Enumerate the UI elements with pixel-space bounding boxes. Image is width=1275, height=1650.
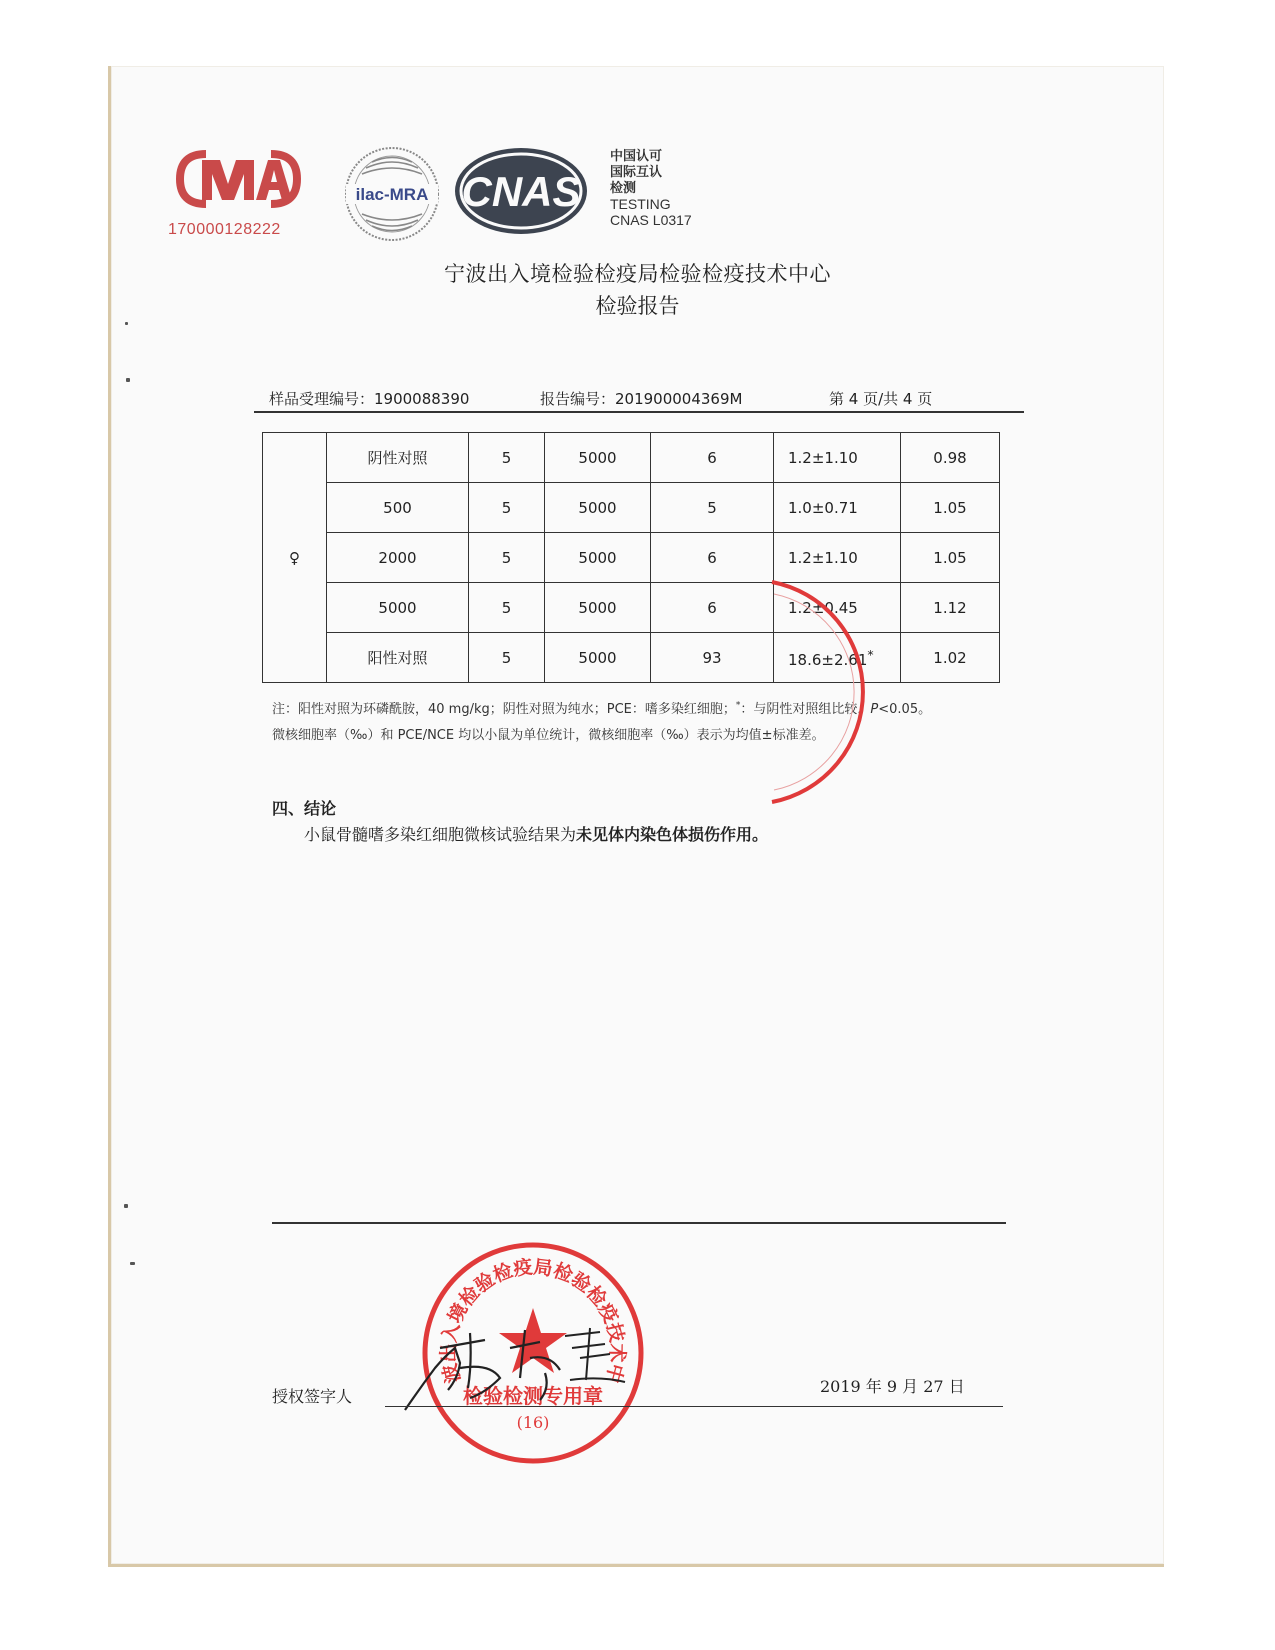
cell-count-cell: 5000	[545, 583, 651, 633]
pce-nce-ratio-cell: 1.02	[901, 633, 1000, 683]
note-p: P	[870, 702, 879, 717]
cnas-line: CNAS L0317	[610, 212, 692, 228]
sex-cell: ♀	[263, 433, 327, 683]
cma-logo	[176, 148, 301, 210]
micronucleus-count-cell: 6	[651, 533, 774, 583]
speck	[126, 378, 130, 382]
pce-nce-ratio-cell: 1.05	[901, 483, 1000, 533]
micronucleus-rate-cell: 1.2±1.10	[774, 533, 901, 583]
speck	[130, 1262, 135, 1265]
section-heading-conclusion: 四、结论	[272, 799, 337, 818]
conclusion-text-part: 小鼠骨髓嗜多染红细胞微核试验结果为	[304, 825, 577, 844]
table-row	[263, 433, 1000, 483]
cell-count-cell: 5000	[545, 533, 651, 583]
signature-rule	[385, 1406, 1003, 1407]
dose-group-cell: 阴性对照	[327, 433, 469, 483]
page-indicator: 第 4 页/共 4 页	[829, 390, 933, 408]
table-note-line-1	[272, 698, 1032, 717]
micronucleus-rate-cell: 1.0±0.71	[774, 483, 901, 533]
micronucleus-count-cell: 6	[651, 583, 774, 633]
partial-seal	[770, 574, 890, 810]
pce-nce-ratio-cell: 1.05	[901, 533, 1000, 583]
table-row	[263, 483, 1000, 533]
animal-count-cell: 5	[469, 533, 545, 583]
animal-count-cell: 5	[469, 583, 545, 633]
dose-group-cell: 5000	[327, 583, 469, 633]
report-date: 2019 年 9 月 27 日	[820, 1377, 965, 1396]
dose-group-cell: 2000	[327, 533, 469, 583]
animal-count-cell: 5	[469, 633, 545, 683]
seal-number: (16)	[516, 1413, 550, 1432]
speck	[124, 1204, 128, 1208]
cnas-logo	[453, 146, 593, 236]
seal-inner-text: 检验检测专用章	[463, 1384, 603, 1408]
handwritten-signature	[400, 1318, 630, 1418]
animal-count-cell: 5	[469, 433, 545, 483]
micronucleus-rate-cell: 1.2±1.10	[774, 433, 901, 483]
svg-text:ilac-MRA: ilac-MRA	[355, 185, 429, 204]
note-text: 注：阳性对照为环磷酰胺，40 mg/kg；阴性对照为纯水；PCE：嗜多染红细胞；	[272, 702, 736, 717]
cnas-line: 中国认可	[610, 148, 663, 163]
note-star: *	[735, 700, 741, 711]
cnas-line: TESTING	[610, 196, 671, 212]
micronucleus-count-cell: 93	[651, 633, 774, 683]
rate-value: 18.6±2.61	[788, 650, 868, 669]
animal-count-cell: 5	[469, 483, 545, 533]
pce-nce-ratio-cell: 1.12	[901, 583, 1000, 633]
cell-count-cell: 5000	[545, 433, 651, 483]
dose-group-cell: 500	[327, 483, 469, 533]
footer-rule	[272, 1222, 1006, 1224]
seal-outer-text: 波出入境检验检疫局检验检疫技术中	[437, 1256, 629, 1386]
cma-number: 170000128222	[168, 221, 281, 238]
note-text: <0.05。	[878, 702, 932, 717]
svg-text:CNAS: CNAS	[461, 168, 581, 215]
dose-group-cell: 阳性对照	[327, 633, 469, 683]
cnas-accreditation-text	[610, 148, 692, 228]
sample-number: 样品受理编号：1900088390	[269, 390, 470, 408]
speck	[125, 322, 128, 325]
pce-nce-ratio-cell: 0.98	[901, 433, 1000, 483]
micronucleus-count-cell: 6	[651, 433, 774, 483]
cell-count-cell: 5000	[545, 633, 651, 683]
micronucleus-count-cell: 5	[651, 483, 774, 533]
organization-title: 宁波出入境检验检疫局检验检疫技术中心	[444, 262, 831, 286]
ilac-mra-logo	[342, 144, 442, 244]
conclusion-text	[304, 822, 768, 845]
significance-mark: *	[867, 646, 874, 662]
micronucleus-rate-cell: 1.2±0.45	[774, 583, 901, 633]
cnas-line: 国际互认	[610, 164, 663, 179]
note-text: ：与阴性对照组比较，	[740, 702, 871, 717]
conclusion-result: 未见体内染色体损伤作用。	[576, 825, 769, 844]
report-number: 报告编号：201900004369M	[540, 390, 743, 408]
cnas-line: 检测	[610, 180, 637, 195]
cell-count-cell: 5000	[545, 483, 651, 533]
header-rule	[254, 411, 1024, 413]
report-title: 检验报告	[595, 294, 680, 318]
table-note-line-2: 微核细胞率（‰）和 PCE/NCE 均以小鼠为单位统计，微核细胞率（‰）表示为均值±标准差。	[272, 728, 825, 743]
authorized-signer-label: 授权签字人	[272, 1387, 353, 1406]
